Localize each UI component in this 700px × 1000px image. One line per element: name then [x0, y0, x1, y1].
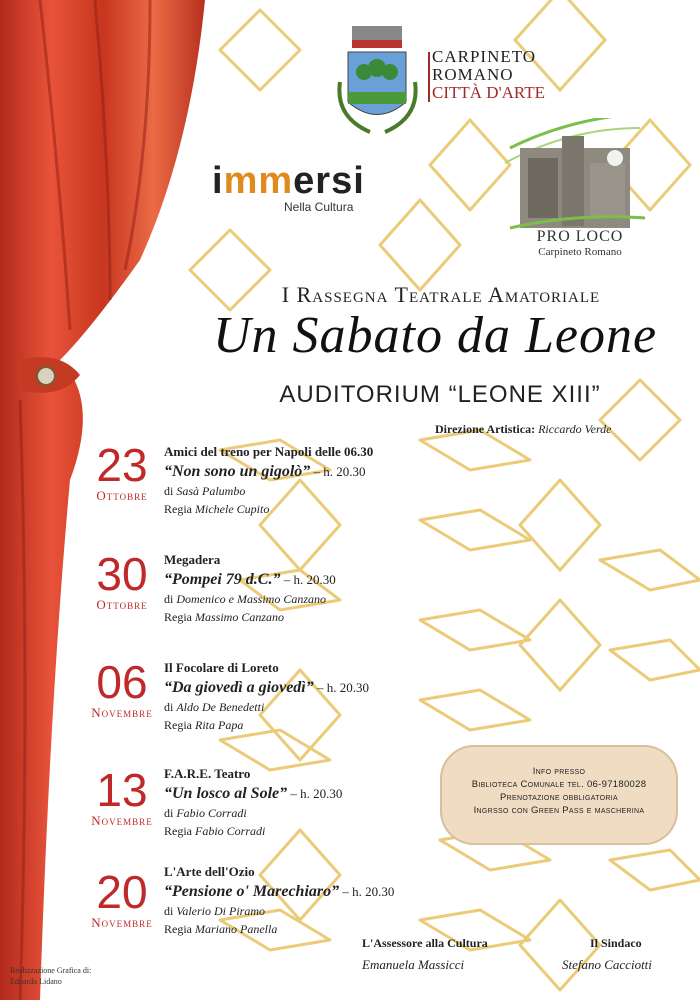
- event-author: [164, 592, 464, 607]
- event-director: [164, 502, 464, 517]
- event-director: [164, 922, 464, 937]
- immersi-logo-mm: mm: [223, 160, 294, 202]
- info-booking: Prenotazione obbligatoria: [500, 792, 618, 803]
- event-show-title: [164, 679, 464, 697]
- artistic-director-name: Riccardo Verde: [538, 422, 612, 436]
- event-director-name: Massimo Canzano: [195, 610, 285, 624]
- event-company: L'Arte dell'Ozio: [164, 864, 255, 879]
- event-show-name: “Pensione o' Marechiaro”: [164, 883, 340, 900]
- event-time: – h. 20.30: [287, 786, 343, 801]
- event-director: [164, 718, 464, 733]
- info-line: Info presso: [532, 766, 586, 777]
- event-director-prefix: Regia: [164, 824, 195, 838]
- venue-name: AUDITORIUM “LEONE XIII”: [279, 381, 601, 408]
- event-day: 23: [96, 439, 148, 491]
- event-director-prefix: Regia: [164, 718, 195, 732]
- credit-label: Realizzazione Grafica di:: [10, 966, 92, 975]
- event-director-prefix: Regia: [164, 610, 195, 624]
- event-company: F.A.R.E. Teatro: [164, 766, 251, 781]
- assessore-title: L'Assessore alla Cultura: [362, 936, 488, 950]
- event-show-name: “Non sono un gigolò”: [164, 463, 311, 480]
- rassegna-heading: I Rassegna Teatrale Amatoriale: [281, 282, 601, 307]
- immersi-logo-a: i: [212, 160, 224, 202]
- event-director-name: Mariano Panella: [195, 922, 278, 936]
- event-company: Megadera: [164, 552, 221, 567]
- event-title: Un Sabato da Leone: [212, 307, 658, 364]
- event-author-name: Sasà Palumbo: [176, 484, 246, 498]
- event-author-name: Fabio Corradi: [176, 806, 247, 820]
- event-time: – h. 20.30: [280, 572, 336, 587]
- event-author-name: Valerio Di Piramo: [176, 904, 266, 918]
- event-author-prefix: di: [164, 904, 177, 918]
- town-name-line3: CITTÀ D'ARTE: [432, 82, 545, 102]
- town-name-bar: [428, 52, 430, 102]
- immersi-subtitle: Nella Cultura: [284, 200, 354, 214]
- event-date: [72, 548, 172, 613]
- pro-loco-title: PRO LOCO: [536, 228, 624, 245]
- immersi-logo-b: ersi: [293, 160, 365, 202]
- event-show-title: [164, 883, 464, 901]
- event-company: Amici del treno per Napoli delle 06.30: [164, 444, 374, 459]
- event-company: Il Focolare di Loreto: [164, 660, 279, 675]
- sindaco-name: Stefano Cacciotti: [562, 957, 652, 972]
- event-date: [72, 439, 172, 504]
- event-director: [164, 824, 444, 839]
- info-box: [440, 745, 678, 845]
- event-date: [72, 866, 172, 931]
- event-time: – h. 20.30: [339, 884, 395, 899]
- event-month: Novembre: [91, 915, 153, 930]
- event-author: [164, 904, 464, 919]
- town-name: [432, 48, 552, 102]
- event-director-prefix: Regia: [164, 502, 195, 516]
- event-day: 06: [96, 656, 148, 708]
- event-director-prefix: Regia: [164, 922, 195, 936]
- event-author: [164, 484, 464, 499]
- event-show-title: [164, 463, 464, 481]
- event-day: 13: [96, 764, 148, 816]
- credit-name: Edoardo Lidano: [10, 977, 62, 986]
- event-details: [164, 864, 464, 937]
- event-author-name: Aldo De Benedetti: [176, 700, 265, 714]
- event-date: [72, 764, 172, 829]
- event-day: 30: [96, 548, 148, 600]
- event-show-title: [164, 571, 464, 589]
- artistic-direction-label: Direzione Artistica:: [435, 422, 536, 436]
- event-author-name: Domenico e Massimo Canzano: [176, 592, 326, 606]
- info-phone: Biblioteca Comunale tel. 06-97180028: [471, 779, 647, 790]
- event-date: [72, 656, 172, 721]
- sindaco-title: Il Sindaco: [590, 936, 642, 950]
- event-month: Ottobre: [96, 488, 148, 503]
- pro-loco-subtitle: Carpineto Romano: [538, 246, 622, 258]
- event-author-prefix: di: [164, 484, 177, 498]
- town-coat-of-arms-icon: [330, 22, 425, 140]
- event-author-prefix: di: [164, 592, 177, 606]
- immersi-logo: [212, 160, 365, 203]
- event-time: – h. 20.30: [310, 464, 366, 479]
- event-details: [164, 552, 464, 625]
- artistic-direction: [435, 422, 612, 437]
- event-month: Novembre: [91, 705, 153, 720]
- event-day: 20: [96, 866, 148, 918]
- pro-loco-text: [520, 228, 640, 258]
- event-director: [164, 610, 464, 625]
- event-author: [164, 700, 464, 715]
- event-show-name: “Da giovedì a giovedì”: [164, 679, 314, 696]
- event-details: [164, 766, 444, 839]
- event-show-name: “Pompei 79 d.C.”: [164, 571, 281, 588]
- event-author: [164, 806, 444, 821]
- info-entry-rules: Ingrsso con Green Pass e mascherina: [473, 805, 645, 816]
- event-show-title: [164, 785, 444, 803]
- event-show-name: “Un losco al Sole”: [164, 785, 288, 802]
- event-time: – h. 20.30: [313, 680, 369, 695]
- town-name-line2: ROMANO: [432, 64, 514, 84]
- graphic-credit: [10, 965, 91, 987]
- town-name-line1: CARPINETO: [432, 47, 537, 66]
- event-month: Ottobre: [96, 597, 148, 612]
- event-author-prefix: di: [164, 806, 177, 820]
- event-director-name: Fabio Corradi: [195, 824, 266, 838]
- event-director-name: Rita Papa: [195, 718, 244, 732]
- event-director-name: Michele Cupito: [195, 502, 270, 516]
- event-author-prefix: di: [164, 700, 177, 714]
- event-details: [164, 660, 464, 733]
- assessore-name: Emanuela Massicci: [362, 957, 465, 972]
- event-details: [164, 444, 464, 517]
- event-month: Novembre: [91, 813, 153, 828]
